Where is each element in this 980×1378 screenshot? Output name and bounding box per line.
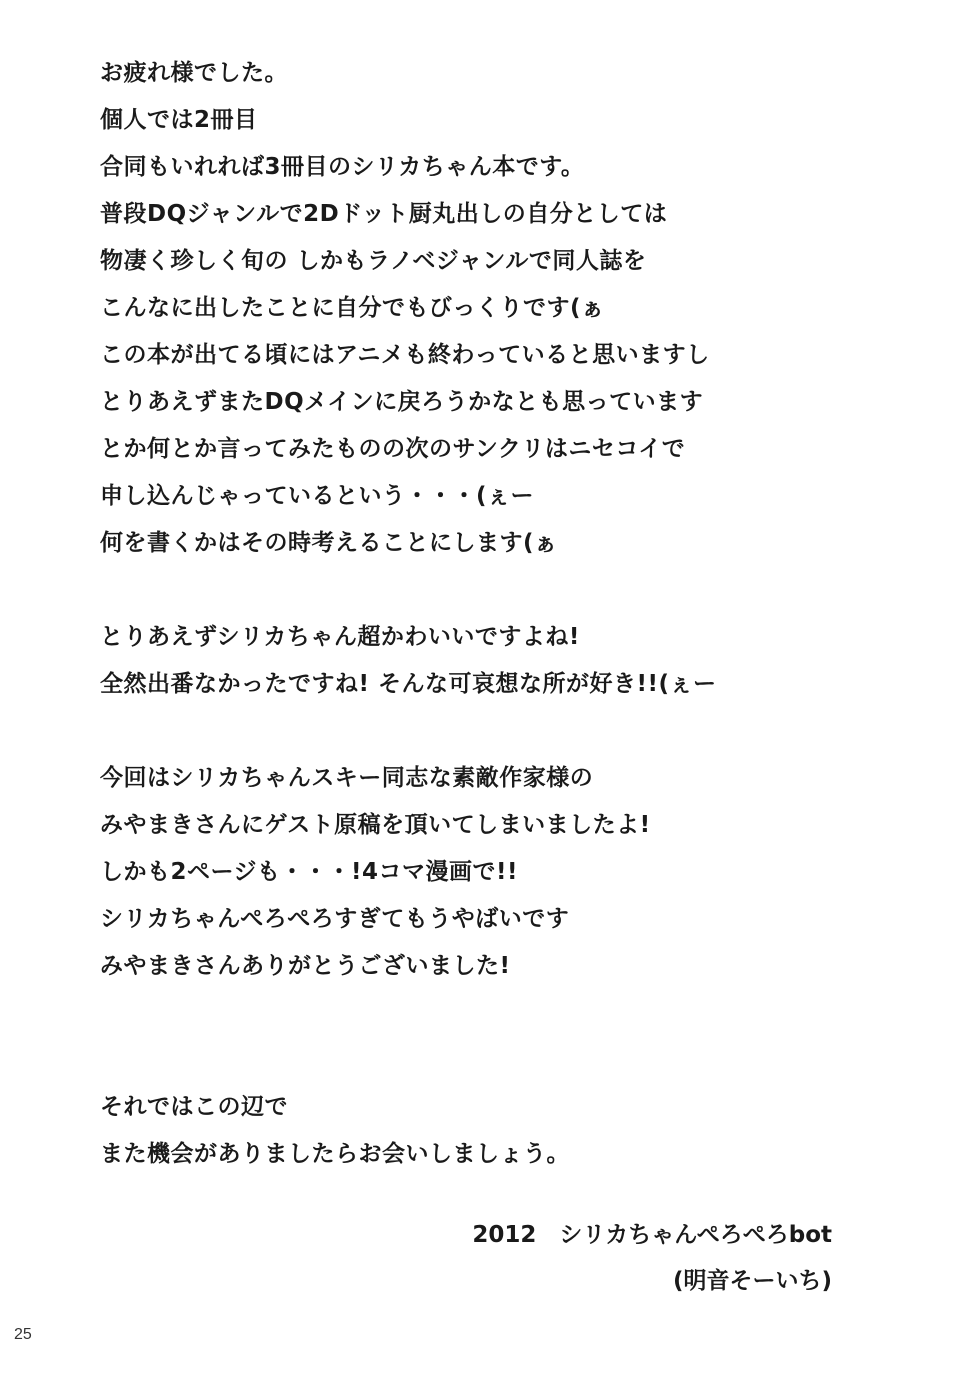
paragraph-gap — [100, 567, 860, 614]
text-line: 何を書くかはその時考えることにします(ぁ — [100, 530, 558, 556]
text-line: 全然出番なかったですね! そんな可哀想な所が好き!!(ぇー — [100, 671, 717, 697]
text-line: みやまきさんありがとうございました! — [100, 953, 511, 979]
text-line: シリカちゃんぺろぺろすぎてもうやばいです — [100, 906, 570, 932]
text-line: この本が出てる頃にはアニメも終わっていると思いますし — [100, 342, 710, 368]
text-line: こんなに出したことに自分でもびっくりです(ぁ — [100, 295, 605, 321]
text-line: それではこの辺で — [100, 1094, 288, 1120]
text-line: とか何とか言ってみたものの次のサンクリはニセコイで — [100, 436, 686, 462]
text-line: お疲れ様でした。 — [100, 60, 288, 86]
signature-circle-name: 2012 シリカちゃんぺろぺろbot — [472, 1222, 832, 1248]
text-line: みやまきさんにゲスト原稿を頂いてしまいましたよ! — [100, 812, 651, 838]
text-line: 合同もいれれば3冊目のシリカちゃん本です。 — [100, 154, 585, 180]
signature-author-name: (明音そーいち) — [672, 1268, 832, 1294]
text-line: 個人では2冊目 — [100, 107, 258, 133]
page-number: 25 — [14, 1326, 32, 1343]
text-line: しかも2ページも・・・!4コマ漫画で!! — [100, 859, 519, 885]
text-line: また機会がありましたらお会いしましょう。 — [100, 1141, 570, 1167]
afterword-text — [100, 50, 860, 1178]
paragraph-gap — [100, 708, 860, 755]
text-line: とりあえずまたDQメインに戻ろうかなとも思っています — [100, 389, 704, 415]
text-line: 物凄く珍しく旬の しかもラノベジャンルで同人誌を — [100, 248, 647, 274]
text-line: 申し込んじゃっているという・・・(ぇー — [100, 483, 535, 509]
paragraph-gap — [100, 990, 860, 1084]
signature — [472, 1212, 832, 1304]
text-line: とりあえずシリカちゃん超かわいいですよね! — [100, 624, 580, 650]
text-line: 普段DQジャンルで2Dドット厨丸出しの自分としては — [100, 201, 668, 227]
text-line: 今回はシリカちゃんスキー同志な素敵作家様の — [100, 765, 594, 791]
